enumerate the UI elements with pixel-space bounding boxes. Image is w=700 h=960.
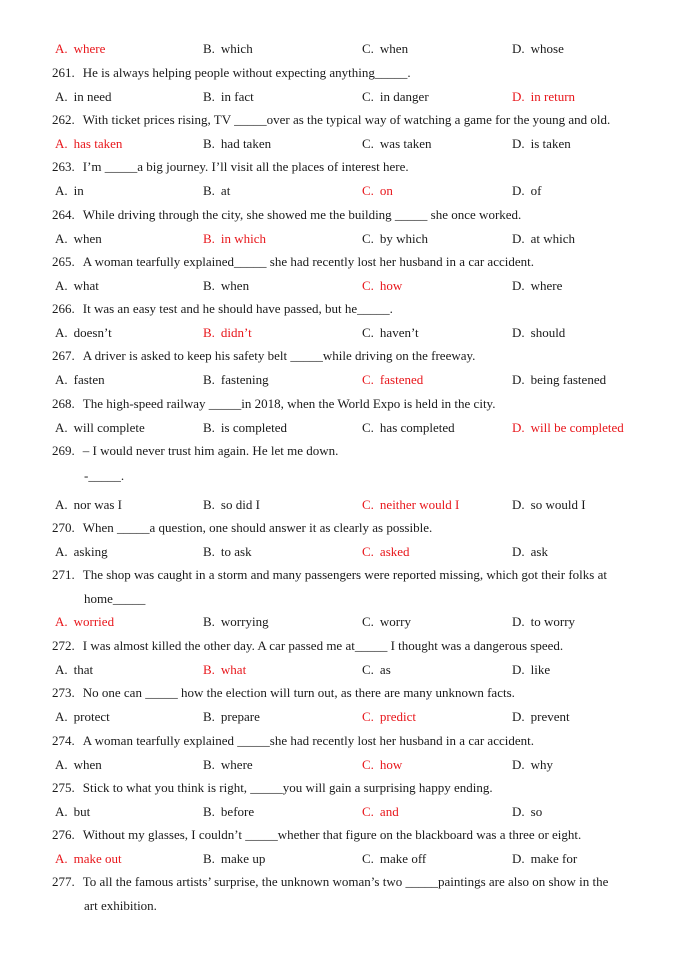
option-text: protect xyxy=(73,709,110,724)
option-b xyxy=(203,420,287,436)
option-text: why xyxy=(530,757,554,772)
option-letter: D. xyxy=(512,41,525,56)
option-text: in fact xyxy=(220,89,254,104)
option-d xyxy=(512,709,570,725)
question-number: 270. xyxy=(52,520,75,535)
option-text: is taken xyxy=(530,136,571,151)
option-text: make for xyxy=(530,851,578,866)
option-text: and xyxy=(379,804,399,819)
option-a xyxy=(55,325,112,341)
option-c xyxy=(362,41,408,57)
option-letter: B. xyxy=(203,183,215,198)
option-a xyxy=(55,614,114,630)
question-stem xyxy=(52,159,409,175)
option-b xyxy=(203,372,269,388)
option-a xyxy=(55,851,122,867)
option-letter: C. xyxy=(362,89,374,104)
option-b xyxy=(203,41,253,57)
option-letter: B. xyxy=(203,231,215,246)
option-text: so would I xyxy=(530,497,586,512)
question-number: 264. xyxy=(52,207,75,222)
option-letter: C. xyxy=(362,41,374,56)
option-text: in xyxy=(73,183,84,198)
question-stem xyxy=(52,520,432,536)
option-d xyxy=(512,372,606,388)
option-text: what xyxy=(220,662,247,677)
option-letter: D. xyxy=(512,325,525,340)
option-text: like xyxy=(530,662,551,677)
option-c xyxy=(362,420,455,436)
option-letter: A. xyxy=(55,709,68,724)
option-b xyxy=(203,136,271,152)
option-text: was taken xyxy=(379,136,432,151)
option-text: predict xyxy=(379,709,417,724)
question-stem xyxy=(52,874,608,890)
option-text: in danger xyxy=(379,89,429,104)
option-letter: C. xyxy=(362,278,374,293)
option-text: how xyxy=(379,278,403,293)
question-text: The high-speed railway _____in 2018, when the World Expo is held in the city. xyxy=(82,396,496,411)
question-number: 262. xyxy=(52,112,75,127)
option-c xyxy=(362,614,411,630)
question-number: 268. xyxy=(52,396,75,411)
option-d xyxy=(512,278,562,294)
option-c xyxy=(362,497,459,513)
option-letter: B. xyxy=(203,851,215,866)
option-d xyxy=(512,544,548,560)
question-stem xyxy=(52,827,581,843)
option-letter: D. xyxy=(512,757,525,772)
option-b xyxy=(203,709,260,725)
option-letter: C. xyxy=(362,614,374,629)
option-text: has completed xyxy=(379,420,455,435)
option-letter: D. xyxy=(512,804,525,819)
option-c xyxy=(362,804,399,820)
option-text: fastening xyxy=(220,372,269,387)
question-stem xyxy=(52,733,534,749)
option-letter: C. xyxy=(362,372,374,387)
option-letter: C. xyxy=(362,497,374,512)
option-letter: A. xyxy=(55,183,68,198)
option-letter: A. xyxy=(55,851,68,866)
option-text: worried xyxy=(73,614,115,629)
option-d xyxy=(512,757,553,773)
question-number: 275. xyxy=(52,780,75,795)
option-text: fastened xyxy=(379,372,424,387)
question-stem xyxy=(52,348,475,364)
option-letter: B. xyxy=(203,662,215,677)
option-text: make off xyxy=(379,851,427,866)
question-stem xyxy=(52,254,534,270)
option-c xyxy=(362,325,419,341)
option-d xyxy=(512,420,624,436)
option-b xyxy=(203,757,253,773)
question-text: A driver is asked to keep his safety belt _____while driving on the freeway. xyxy=(82,348,476,363)
option-letter: A. xyxy=(55,325,68,340)
option-d xyxy=(512,89,575,105)
option-text: had taken xyxy=(220,136,272,151)
option-text: doesn’t xyxy=(73,325,112,340)
option-text: when xyxy=(220,278,250,293)
option-d xyxy=(512,136,571,152)
option-letter: B. xyxy=(203,136,215,151)
option-letter: C. xyxy=(362,757,374,772)
option-d xyxy=(512,804,542,820)
option-letter: C. xyxy=(362,136,374,151)
option-letter: D. xyxy=(512,662,525,677)
option-text: is completed xyxy=(220,420,287,435)
option-text: on xyxy=(379,183,393,198)
option-letter: D. xyxy=(512,183,525,198)
option-b xyxy=(203,544,252,560)
option-text: asking xyxy=(73,544,108,559)
option-b xyxy=(203,183,230,199)
question-number: 273. xyxy=(52,685,75,700)
question-stem xyxy=(52,65,411,81)
option-b xyxy=(203,497,260,513)
question-text: art exhibition. xyxy=(84,898,157,913)
option-b xyxy=(203,278,249,294)
option-letter: A. xyxy=(55,804,68,819)
question-number: 277. xyxy=(52,874,75,889)
option-d xyxy=(512,183,541,199)
option-letter: B. xyxy=(203,325,215,340)
option-a xyxy=(55,544,108,560)
option-c xyxy=(362,136,432,152)
option-a xyxy=(55,136,122,152)
option-letter: B. xyxy=(203,804,215,819)
option-letter: C. xyxy=(362,662,374,677)
question-stem xyxy=(52,396,495,412)
option-letter: B. xyxy=(203,89,215,104)
option-letter: D. xyxy=(512,544,525,559)
question-text: home_____ xyxy=(84,591,146,606)
option-letter: C. xyxy=(362,851,374,866)
option-a xyxy=(55,183,84,199)
question-number: 265. xyxy=(52,254,75,269)
option-d xyxy=(512,851,577,867)
question-number: 269. xyxy=(52,443,75,458)
option-letter: A. xyxy=(55,41,68,56)
option-c xyxy=(362,89,429,105)
question-stem-continued xyxy=(84,898,157,914)
option-text: when xyxy=(73,757,102,772)
option-c xyxy=(362,372,423,388)
option-c xyxy=(362,709,416,725)
question-text: The shop was caught in a storm and many passengers were reported missing, which got their folks at xyxy=(82,567,607,582)
option-text: asked xyxy=(379,544,410,559)
question-number: 274. xyxy=(52,733,75,748)
option-c xyxy=(362,231,428,247)
option-text: what xyxy=(73,278,99,293)
option-text: to worry xyxy=(530,614,576,629)
option-letter: A. xyxy=(55,278,68,293)
option-b xyxy=(203,804,254,820)
option-c xyxy=(362,757,402,773)
option-letter: B. xyxy=(203,278,215,293)
option-letter: A. xyxy=(55,614,68,629)
option-text: being fastened xyxy=(530,372,607,387)
question-stem xyxy=(52,567,607,583)
option-text: as xyxy=(379,662,391,677)
option-a xyxy=(55,41,105,57)
option-letter: A. xyxy=(55,497,68,512)
question-text: When _____a question, one should answer it as clearly as possible. xyxy=(82,520,433,535)
question-text: -_____. xyxy=(84,468,125,483)
question-number: 266. xyxy=(52,301,75,316)
option-text: will be completed xyxy=(530,420,624,435)
option-text: when xyxy=(73,231,102,246)
option-a xyxy=(55,709,110,725)
option-letter: B. xyxy=(203,614,215,629)
option-text: haven’t xyxy=(379,325,419,340)
question-stem xyxy=(52,780,493,796)
question-text: A woman tearfully explained_____ she had recently lost her husband in a car accident. xyxy=(82,254,534,269)
option-letter: C. xyxy=(362,709,374,724)
option-letter: C. xyxy=(362,544,374,559)
option-text: make out xyxy=(73,851,122,866)
question-text: He is always helping people without expecting anything_____. xyxy=(82,65,411,80)
option-letter: D. xyxy=(512,614,525,629)
option-text: nor was I xyxy=(73,497,123,512)
option-text: worrying xyxy=(220,614,269,629)
question-text: I’m _____a big journey. I’ll visit all the places of interest here. xyxy=(82,159,409,174)
option-text: fasten xyxy=(73,372,105,387)
question-stem xyxy=(52,207,521,223)
question-stem xyxy=(52,301,393,317)
option-text: make up xyxy=(220,851,266,866)
option-letter: A. xyxy=(55,89,68,104)
option-letter: D. xyxy=(512,278,525,293)
question-number: 276. xyxy=(52,827,75,842)
option-letter: A. xyxy=(55,136,68,151)
option-a xyxy=(55,89,112,105)
option-letter: B. xyxy=(203,757,215,772)
option-c xyxy=(362,183,393,199)
question-number: 267. xyxy=(52,348,75,363)
option-d xyxy=(512,497,586,513)
option-text: neither would I xyxy=(379,497,460,512)
option-letter: D. xyxy=(512,136,525,151)
option-c xyxy=(362,544,410,560)
option-letter: A. xyxy=(55,231,68,246)
option-text: worry xyxy=(379,614,411,629)
question-stem xyxy=(52,112,610,128)
option-letter: B. xyxy=(203,709,215,724)
option-a xyxy=(55,497,122,513)
option-text: prepare xyxy=(220,709,260,724)
option-b xyxy=(203,662,246,678)
option-letter: D. xyxy=(512,89,525,104)
option-letter: B. xyxy=(203,41,215,56)
option-text: where xyxy=(73,41,106,56)
option-letter: A. xyxy=(55,372,68,387)
option-text: which xyxy=(220,41,253,56)
option-text: before xyxy=(220,804,255,819)
question-text: It was an easy test and he should have passed, but he_____. xyxy=(82,301,393,316)
question-number: 271. xyxy=(52,567,75,582)
option-letter: C. xyxy=(362,420,374,435)
option-text: so did I xyxy=(220,497,260,512)
option-letter: D. xyxy=(512,372,525,387)
option-text: in need xyxy=(73,89,112,104)
option-letter: C. xyxy=(362,325,374,340)
option-text: so xyxy=(530,804,543,819)
option-a xyxy=(55,420,145,436)
option-text: didn’t xyxy=(220,325,252,340)
option-a xyxy=(55,372,105,388)
option-text: prevent xyxy=(530,709,570,724)
option-letter: A. xyxy=(55,662,68,677)
option-letter: D. xyxy=(512,420,525,435)
option-text: but xyxy=(73,804,91,819)
question-text: I was almost killed the other day. A car passed me at_____ I thought was a dangerous speed. xyxy=(82,638,564,653)
option-text: where xyxy=(530,278,563,293)
option-d xyxy=(512,41,564,57)
question-number: 272. xyxy=(52,638,75,653)
option-a xyxy=(55,662,93,678)
question-text: While driving through the city, she showed me the building _____ she once worked. xyxy=(82,207,522,222)
option-d xyxy=(512,614,575,630)
option-a xyxy=(55,757,102,773)
question-text: No one can _____ how the election will turn out, as there are many unknown facts. xyxy=(82,685,515,700)
option-letter: C. xyxy=(362,231,374,246)
option-text: to ask xyxy=(220,544,252,559)
option-text: in which xyxy=(220,231,267,246)
option-text: at xyxy=(220,183,231,198)
question-text: A woman tearfully explained _____she had recently lost her husband in a car accident. xyxy=(82,733,534,748)
option-b xyxy=(203,614,269,630)
option-letter: A. xyxy=(55,757,68,772)
option-a xyxy=(55,278,99,294)
option-d xyxy=(512,231,575,247)
option-text: should xyxy=(530,325,566,340)
question-stem-continued xyxy=(84,591,145,607)
option-letter: A. xyxy=(55,420,68,435)
option-a xyxy=(55,804,90,820)
option-letter: D. xyxy=(512,851,525,866)
option-letter: C. xyxy=(362,804,374,819)
option-text: whose xyxy=(530,41,564,56)
question-stem-continued xyxy=(84,468,124,484)
question-text: With ticket prices rising, TV _____over as the typical way of watching a game for the young and old. xyxy=(82,112,611,127)
question-text: To all the famous artists’ surprise, the unknown woman’s two _____paintings are also on show in the xyxy=(82,874,609,889)
question-number: 263. xyxy=(52,159,75,174)
option-text: in return xyxy=(530,89,576,104)
question-number: 261. xyxy=(52,65,75,80)
option-text: ask xyxy=(530,544,548,559)
question-text: – I would never trust him again. He let me down. xyxy=(82,443,339,458)
option-b xyxy=(203,325,252,341)
option-d xyxy=(512,325,565,341)
option-text: has taken xyxy=(73,136,123,151)
option-text: at which xyxy=(530,231,576,246)
option-text: that xyxy=(73,662,94,677)
option-b xyxy=(203,231,266,247)
option-letter: D. xyxy=(512,497,525,512)
option-letter: D. xyxy=(512,231,525,246)
option-a xyxy=(55,231,102,247)
option-text: how xyxy=(379,757,403,772)
option-letter: B. xyxy=(203,544,215,559)
option-d xyxy=(512,662,550,678)
option-text: of xyxy=(530,183,542,198)
option-letter: B. xyxy=(203,497,215,512)
option-letter: B. xyxy=(203,420,215,435)
option-letter: B. xyxy=(203,372,215,387)
option-letter: C. xyxy=(362,183,374,198)
option-letter: A. xyxy=(55,544,68,559)
option-c xyxy=(362,851,426,867)
option-b xyxy=(203,89,254,105)
question-stem xyxy=(52,443,338,459)
question-text: Without my glasses, I couldn’t _____whether that figure on the blackboard was a three or eight. xyxy=(82,827,582,842)
question-text: Stick to what you think is right, _____you will gain a surprising happy ending. xyxy=(82,780,493,795)
question-stem xyxy=(52,638,563,654)
option-c xyxy=(362,278,402,294)
option-b xyxy=(203,851,265,867)
option-text: when xyxy=(379,41,409,56)
option-letter: D. xyxy=(512,709,525,724)
option-text: by which xyxy=(379,231,428,246)
option-text: will complete xyxy=(73,420,145,435)
option-text: where xyxy=(220,757,253,772)
question-stem xyxy=(52,685,515,701)
option-c xyxy=(362,662,391,678)
